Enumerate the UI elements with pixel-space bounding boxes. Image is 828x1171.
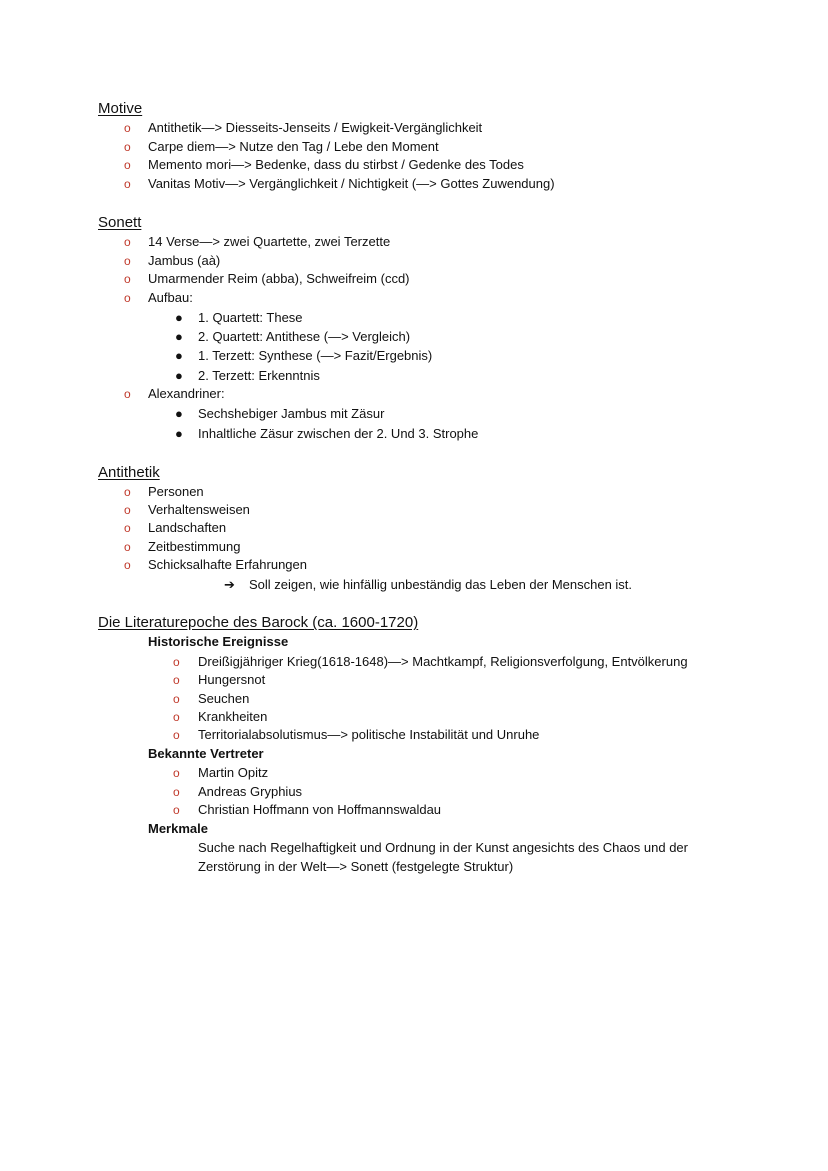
circle-bullet-icon: o bbox=[124, 291, 131, 305]
dot-bullet-icon: ● bbox=[175, 348, 183, 363]
list-item: Christian Hoffmann von Hoffmannswaldau bbox=[198, 802, 442, 817]
list-item: Hungersnot bbox=[198, 672, 266, 687]
conclusion-text: Soll zeigen, wie hinfällig unbeständig das Leben der Menschen ist. bbox=[249, 577, 633, 592]
circle-bullet-icon: o bbox=[124, 121, 131, 135]
heading-barock: Die Literaturepoche des Barock (ca. 1600-1720) bbox=[98, 614, 419, 631]
circle-bullet-icon: o bbox=[124, 272, 131, 286]
list-item: Memento mori—> Bedenke, dass du stirbst / Gedenke des Todes bbox=[148, 157, 524, 172]
list-item: Territorialabsolutismus—> politische Instabilität und Unruhe bbox=[198, 727, 540, 742]
arrow-right-icon: ➔ bbox=[224, 577, 235, 592]
dot-bullet-icon: ● bbox=[175, 310, 183, 325]
list-item: 1. Terzett: Synthese (—> Fazit/Ergebnis) bbox=[198, 348, 433, 363]
circle-bullet-icon: o bbox=[173, 785, 180, 799]
list-item: Sechshebiger Jambus mit Zäsur bbox=[198, 406, 385, 421]
list-item: Seuchen bbox=[198, 691, 250, 706]
circle-bullet-icon: o bbox=[124, 177, 131, 191]
list-item: Vanitas Motiv—> Vergänglichkeit / Nichtigkeit (—> Gottes Zuwendung) bbox=[148, 176, 555, 191]
circle-bullet-icon: o bbox=[124, 558, 131, 572]
list-item: Martin Opitz bbox=[198, 765, 269, 780]
circle-bullet-icon: o bbox=[173, 692, 180, 706]
list-item: Inhaltliche Zäsur zwischen der 2. Und 3. Strophe bbox=[198, 426, 479, 441]
circle-bullet-icon: o bbox=[124, 540, 131, 554]
list-item: Dreißigjähriger Krieg(1618-1648)—> Machtkampf, Religionsverfolgung, Entvölkerung bbox=[198, 654, 688, 669]
list-item: Antithetik—> Diesseits-Jenseits / Ewigkeit-Vergänglichkeit bbox=[148, 120, 483, 135]
circle-bullet-icon: o bbox=[173, 766, 180, 780]
list-item: Krankheiten bbox=[198, 709, 268, 724]
heading-sonett: Sonett bbox=[98, 214, 142, 231]
list-item: Zeitbestimmung bbox=[148, 539, 241, 554]
list-item: Jambus (aà) bbox=[148, 253, 221, 268]
list-item: Carpe diem—> Nutze den Tag / Lebe den Moment bbox=[148, 139, 439, 154]
circle-bullet-icon: o bbox=[173, 728, 180, 742]
list-item: 1. Quartett: These bbox=[198, 310, 303, 325]
circle-bullet-icon: o bbox=[173, 710, 180, 724]
dot-bullet-icon: ● bbox=[175, 329, 183, 344]
list-item: Personen bbox=[148, 484, 204, 499]
list-item: Aufbau: bbox=[148, 290, 193, 305]
heading-motive: Motive bbox=[98, 100, 143, 117]
list-item: 2. Terzett: Erkenntnis bbox=[198, 368, 320, 383]
circle-bullet-icon: o bbox=[124, 158, 131, 172]
subheading-historische-ereignisse: Historische Ereignisse bbox=[148, 634, 289, 649]
circle-bullet-icon: o bbox=[173, 803, 180, 817]
circle-bullet-icon: o bbox=[124, 387, 131, 401]
list-item: Landschaften bbox=[148, 520, 227, 535]
merkmale-paragraph: Suche nach Regelhaftigkeit und Ordnung in der Kunst angesichts des Chaos und der Zerstörung in der Welt—> Sonett (festgelegte Struktur) bbox=[198, 840, 688, 874]
circle-bullet-icon: o bbox=[173, 673, 180, 687]
circle-bullet-icon: o bbox=[124, 254, 131, 268]
circle-bullet-icon: o bbox=[124, 503, 131, 517]
circle-bullet-icon: o bbox=[173, 655, 180, 669]
dot-bullet-icon: ● bbox=[175, 406, 183, 421]
circle-bullet-icon: o bbox=[124, 235, 131, 249]
list-item: Verhaltensweisen bbox=[148, 502, 250, 517]
list-item: 14 Verse—> zwei Quartette, zwei Terzette bbox=[148, 234, 391, 249]
subheading-bekannte-vertreter: Bekannte Vertreter bbox=[148, 746, 264, 761]
heading-antithetik: Antithetik bbox=[98, 464, 160, 481]
dot-bullet-icon: ● bbox=[175, 368, 183, 383]
circle-bullet-icon: o bbox=[124, 485, 131, 499]
subheading-merkmale: Merkmale bbox=[148, 821, 208, 836]
list-item: Umarmender Reim (abba), Schweifreim (ccd) bbox=[148, 271, 410, 286]
dot-bullet-icon: ● bbox=[175, 426, 183, 441]
list-item: 2. Quartett: Antithese (—> Vergleich) bbox=[198, 329, 411, 344]
circle-bullet-icon: o bbox=[124, 140, 131, 154]
list-item: Alexandriner: bbox=[148, 386, 225, 401]
list-item: Schicksalhafte Erfahrungen bbox=[148, 557, 307, 572]
list-item: Andreas Gryphius bbox=[198, 784, 303, 799]
circle-bullet-icon: o bbox=[124, 521, 131, 535]
